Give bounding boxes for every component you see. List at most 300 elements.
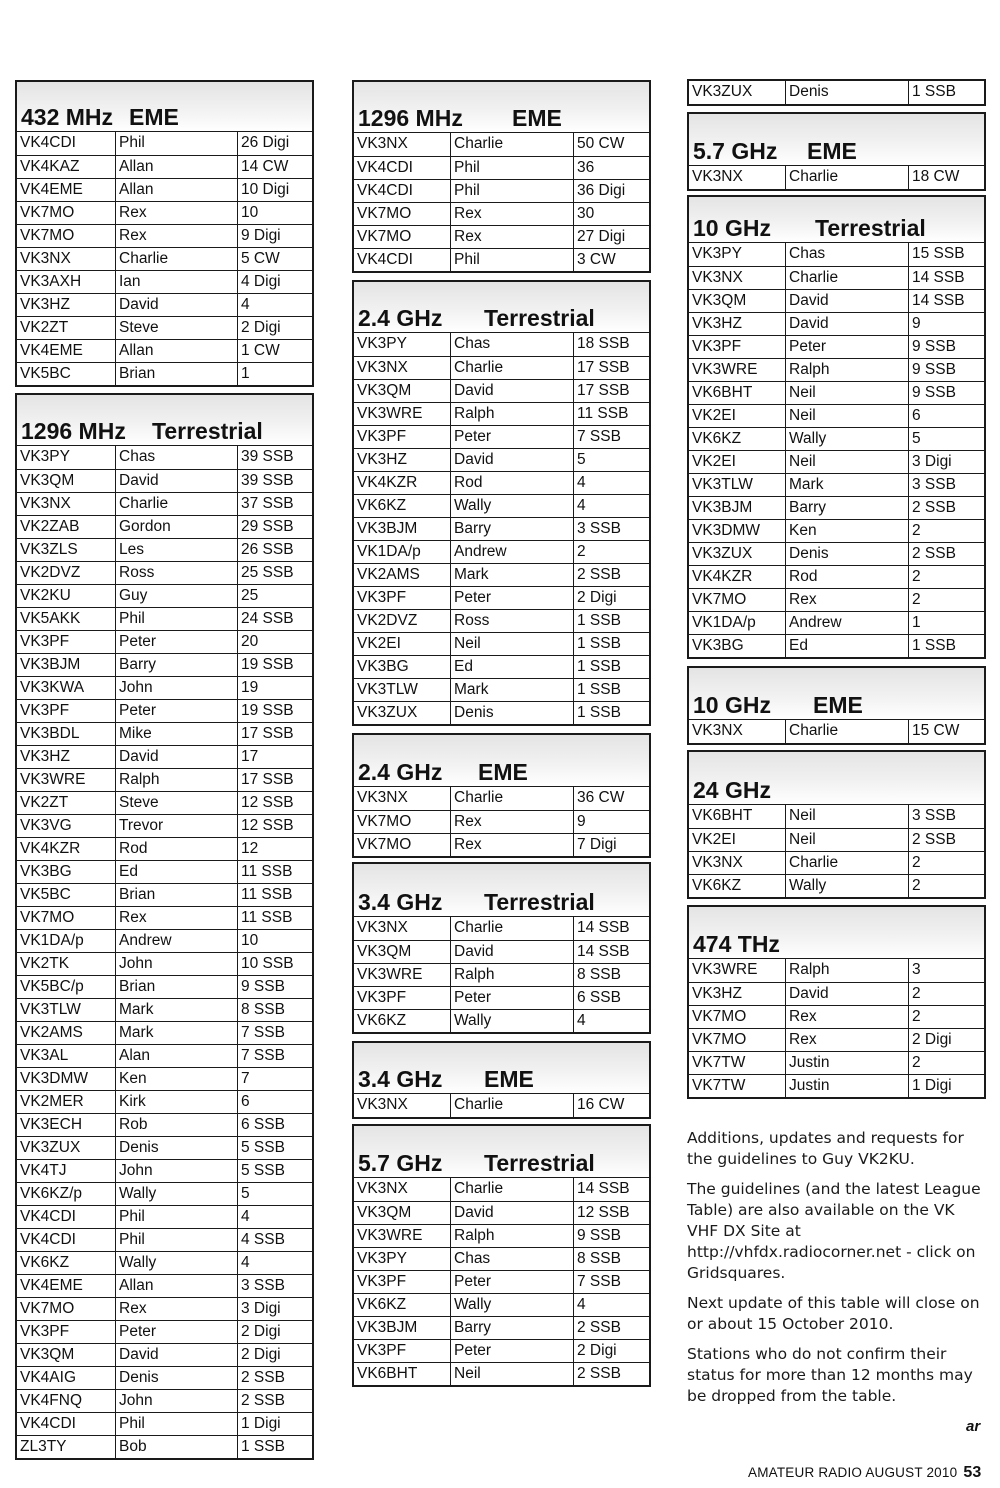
name-cell: Bob <box>115 1436 237 1458</box>
table-header <box>689 752 984 805</box>
score-cell: 9 SSB <box>908 336 980 358</box>
table-header <box>689 197 984 243</box>
notes-block <box>687 1128 987 1416</box>
score-cell: 2 Digi <box>573 587 645 609</box>
name-cell: Neil <box>785 805 908 828</box>
table-row <box>17 653 312 676</box>
table-body <box>354 1178 649 1385</box>
name-cell: Neil <box>785 829 908 851</box>
callsign-cell: VK7MO <box>357 836 412 853</box>
name-cell: Ken <box>785 520 908 542</box>
score-cell: 9 SSB <box>908 382 980 404</box>
name-cell: Steve <box>115 792 237 814</box>
table-row <box>354 156 649 179</box>
table-row <box>354 1094 649 1117</box>
table-row <box>689 243 984 266</box>
score-cell: 11 SSB <box>237 907 308 929</box>
table-row <box>17 1044 312 1067</box>
score-cell: 2 <box>908 520 980 542</box>
callsign-cell: VK3NX <box>692 269 743 286</box>
callsign-cell: VK3BG <box>692 637 744 654</box>
callsign-cell: VK3PF <box>357 428 407 445</box>
name-cell: Ian <box>115 271 237 293</box>
table-row <box>17 492 312 515</box>
score-cell: 1 SSB <box>908 81 980 104</box>
table-row <box>17 791 312 814</box>
score-cell: 11 SSB <box>237 861 308 883</box>
callsign-cell: VK2TK <box>20 955 70 972</box>
name-cell: Brian <box>115 884 237 906</box>
table-row <box>17 860 312 883</box>
mode-label: EME <box>813 692 863 718</box>
name-cell: Peter <box>115 1321 237 1343</box>
table-row <box>354 787 649 810</box>
callsign-cell: VK2MER <box>20 1093 84 1110</box>
note-additions: Additions, updates and requests for the guidelines to Guy VK2KU. <box>687 1129 964 1168</box>
table-row <box>17 1182 312 1205</box>
table-row <box>17 515 312 538</box>
table-3-4-ghz-eme <box>352 1041 651 1119</box>
score-cell: 2 SSB <box>908 829 980 851</box>
callsign-cell: VK7TW <box>692 1077 746 1094</box>
score-cell: 4 <box>573 495 645 517</box>
name-cell: Peter <box>115 631 237 653</box>
callsign-cell: VK3NX <box>357 1180 408 1197</box>
mode-label: EME <box>478 759 528 785</box>
name-cell: Rex <box>115 907 237 929</box>
callsign-cell: VK3HZ <box>20 748 70 765</box>
table-row <box>689 1074 984 1097</box>
callsign-cell: VK2KU <box>20 587 71 604</box>
table-row <box>354 425 649 448</box>
note-guidelines: The guidelines (and the latest League Table) are also available on the VK VHF DX Site at http://vhfdx.radiocorner.net - click on Gridsquares. <box>687 1180 981 1282</box>
table-header <box>354 864 649 917</box>
callsign-cell: VK7MO <box>20 909 75 926</box>
table-body <box>689 243 984 657</box>
table-row <box>17 722 312 745</box>
name-cell: Allan <box>115 156 237 178</box>
callsign-cell: VK6KZ <box>357 1012 407 1029</box>
score-cell: 4 Digi <box>237 271 308 293</box>
name-cell: Rob <box>115 1114 237 1136</box>
score-cell: 12 <box>237 838 308 860</box>
score-cell: 24 SSB <box>237 608 308 630</box>
score-cell: 14 CW <box>237 156 308 178</box>
table-row <box>17 561 312 584</box>
name-cell: Charlie <box>115 248 237 270</box>
callsign-cell: VK7MO <box>20 1300 75 1317</box>
callsign-cell: VK4TJ <box>20 1162 67 1179</box>
callsign-cell: VK3DMW <box>20 1070 89 1087</box>
table-body <box>354 133 649 271</box>
name-cell: Rex <box>450 834 573 856</box>
table-row <box>17 1113 312 1136</box>
score-cell: 2 SSB <box>573 1317 645 1339</box>
table-row <box>354 540 649 563</box>
callsign-cell: VK3PY <box>20 448 70 465</box>
name-cell: David <box>785 290 908 312</box>
callsign-cell: VK3TLW <box>692 476 753 493</box>
table-row <box>689 166 984 189</box>
score-cell: 1 Digi <box>237 1413 308 1435</box>
table-row <box>689 404 984 427</box>
name-cell: Andrew <box>115 930 237 952</box>
mode-label: Terrestrial <box>484 305 595 331</box>
table-body <box>689 805 984 897</box>
table-row <box>17 699 312 722</box>
callsign-cell: VK3PY <box>357 1250 407 1267</box>
score-cell: 7 SSB <box>237 1022 308 1044</box>
table-row <box>689 266 984 289</box>
mode-label: Terrestrial <box>484 889 595 915</box>
band-label: 3.4 GHz <box>358 1066 443 1092</box>
name-cell: Ralph <box>450 964 573 986</box>
callsign-cell: VK6KZ <box>692 877 742 894</box>
table-row <box>689 381 984 404</box>
name-cell: Neil <box>785 405 908 427</box>
callsign-cell: VK3ZUX <box>692 83 753 100</box>
callsign-cell: VK3QM <box>20 1346 75 1363</box>
callsign-cell: VK2ZT <box>20 319 69 336</box>
callsign-cell: VK3PF <box>20 702 70 719</box>
callsign-cell: VK1DA/p <box>357 543 421 560</box>
score-cell: 1 SSB <box>237 1436 308 1458</box>
callsign-cell: VK3PY <box>357 335 407 352</box>
callsign-cell: VK6KZ <box>357 497 407 514</box>
name-cell: Steve <box>115 317 237 339</box>
callsign-cell: VK3BG <box>357 658 409 675</box>
name-cell: Brian <box>115 363 237 385</box>
score-cell: 2 <box>908 852 980 874</box>
name-cell: Ed <box>785 635 908 657</box>
callsign-cell: VK4CDI <box>357 251 413 268</box>
table-header <box>354 735 649 787</box>
name-cell: Charlie <box>785 267 908 289</box>
table-row <box>17 929 312 952</box>
name-cell: Charlie <box>450 787 573 810</box>
score-cell: 14 SSB <box>908 290 980 312</box>
mode-label: Terrestrial <box>484 1150 595 1176</box>
score-cell: 2 Digi <box>237 1344 308 1366</box>
table-body <box>689 166 984 189</box>
name-cell: Ralph <box>785 959 908 982</box>
table-row <box>689 982 984 1005</box>
score-cell: 2 SSB <box>908 543 980 565</box>
mode-label: EME <box>512 105 562 131</box>
score-cell: 9 SSB <box>908 359 980 381</box>
score-cell: 2 <box>908 589 980 611</box>
table-10-ghz-eme <box>687 666 986 745</box>
callsign-cell: VK4CDI <box>20 1415 76 1432</box>
score-cell: 30 <box>573 203 645 225</box>
score-cell: 4 SSB <box>237 1229 308 1251</box>
table-row <box>17 1159 312 1182</box>
name-cell: Andrew <box>450 541 573 563</box>
name-cell: Peter <box>450 587 573 609</box>
table-body <box>17 132 312 385</box>
table-row <box>17 132 312 155</box>
score-cell: 17 SSB <box>573 380 645 402</box>
name-cell: Phil <box>115 132 237 155</box>
footer-page-number: 53 <box>963 1464 982 1481</box>
score-cell: 14 SSB <box>573 1178 645 1201</box>
name-cell: Rex <box>450 203 573 225</box>
callsign-cell: VK2DVZ <box>357 612 418 629</box>
callsign-cell: VK3WRE <box>692 361 758 378</box>
table-row <box>17 630 312 653</box>
score-cell: 1 <box>237 363 308 385</box>
table-row <box>354 1178 649 1201</box>
name-cell: Alan <box>115 1045 237 1067</box>
score-cell: 5 SSB <box>237 1160 308 1182</box>
callsign-cell: VK3ZUX <box>20 1139 81 1156</box>
name-cell: Rex <box>450 226 573 248</box>
table-row <box>354 133 649 156</box>
name-cell: Chas <box>450 333 573 356</box>
callsign-cell: VK4CDI <box>357 159 413 176</box>
name-cell: Charlie <box>450 357 573 379</box>
name-cell: Peter <box>115 700 237 722</box>
score-cell: 1 SSB <box>908 635 980 657</box>
table-row <box>17 1297 312 1320</box>
table-row <box>689 81 984 104</box>
callsign-cell: VK2AMS <box>20 1024 83 1041</box>
callsign-cell: VK3WRE <box>357 966 423 983</box>
table-row <box>17 745 312 768</box>
table-row <box>17 584 312 607</box>
callsign-cell: VK3ZUX <box>692 545 753 562</box>
score-cell: 3 SSB <box>237 1275 308 1297</box>
table-row <box>17 1412 312 1435</box>
score-cell: 36 <box>573 157 645 179</box>
table-row <box>17 1389 312 1412</box>
table-row <box>354 586 649 609</box>
name-cell: Denis <box>115 1367 237 1389</box>
score-cell: 2 SSB <box>573 564 645 586</box>
score-cell: 9 <box>908 313 980 335</box>
name-cell: Wally <box>450 1294 573 1316</box>
name-cell: Trevor <box>115 815 237 837</box>
score-cell: 39 SSB <box>237 470 308 492</box>
name-cell: David <box>785 313 908 335</box>
callsign-cell: VK5AKK <box>20 610 81 627</box>
callsign-cell: VK3NX <box>692 168 743 185</box>
table-body <box>689 720 984 743</box>
callsign-cell: VK3NX <box>357 1096 408 1113</box>
callsign-cell: VK3HZ <box>692 315 742 332</box>
table-row <box>689 874 984 897</box>
callsign-cell: VK5BC/p <box>20 978 84 995</box>
callsign-cell: VK4KZR <box>692 568 753 585</box>
name-cell: Wally <box>115 1183 237 1205</box>
score-cell: 2 <box>908 875 980 897</box>
callsign-cell: VK3BJM <box>357 520 418 537</box>
callsign-cell: VK3AL <box>20 1047 69 1064</box>
callsign-cell: VK4EME <box>20 1277 83 1294</box>
table-10-ghz-terrestrial <box>687 195 986 659</box>
table-row <box>17 538 312 561</box>
table-row <box>354 1201 649 1224</box>
score-cell: 3 Digi <box>908 451 980 473</box>
table-row <box>17 883 312 906</box>
name-cell: Brian <box>115 976 237 998</box>
name-cell: Phil <box>450 157 573 179</box>
table-row <box>689 519 984 542</box>
callsign-cell: VK4EME <box>20 342 83 359</box>
table-row <box>354 448 649 471</box>
table-row <box>354 494 649 517</box>
table-row <box>689 427 984 450</box>
table-row <box>17 975 312 998</box>
name-cell: Wally <box>115 1252 237 1274</box>
name-cell: Neil <box>785 382 908 404</box>
callsign-cell: VK3BDL <box>20 725 80 742</box>
score-cell: 10 <box>237 202 308 224</box>
footer-publication: AMATEUR RADIO AUGUST 2010 <box>748 1465 958 1480</box>
callsign-cell: VK3NX <box>357 919 408 936</box>
name-cell: Ross <box>450 610 573 632</box>
score-cell: 6 <box>908 405 980 427</box>
name-cell: Charlie <box>450 917 573 940</box>
table-row <box>17 339 312 362</box>
band-label: 3.4 GHz <box>358 889 443 915</box>
callsign-cell: VK3QM <box>357 943 412 960</box>
table-5-7-ghz-eme <box>687 112 986 191</box>
name-cell: Rex <box>450 811 573 833</box>
table-row <box>354 563 649 586</box>
score-cell: 12 SSB <box>237 792 308 814</box>
table-row <box>17 768 312 791</box>
table-row <box>689 851 984 874</box>
table-row <box>354 248 649 271</box>
callsign-cell: VK6KZ <box>357 1296 407 1313</box>
table-row <box>17 446 312 469</box>
callsign-cell: VK7MO <box>20 227 75 244</box>
name-cell: John <box>115 1160 237 1182</box>
score-cell: 9 Digi <box>237 225 308 247</box>
score-cell: 2 Digi <box>573 1340 645 1362</box>
score-cell: 3 SSB <box>908 474 980 496</box>
table-row <box>17 178 312 201</box>
score-cell: 26 Digi <box>237 132 308 155</box>
table-row <box>689 358 984 381</box>
score-cell: 4 <box>237 1206 308 1228</box>
name-cell: Charlie <box>115 493 237 515</box>
name-cell: Phil <box>115 1413 237 1435</box>
table-row <box>17 1136 312 1159</box>
table-5-7-ghz-terrestrial-continued <box>687 79 986 106</box>
score-cell: 2 Digi <box>908 1029 980 1051</box>
score-cell: 26 SSB <box>237 539 308 561</box>
score-cell: 2 <box>908 1052 980 1074</box>
callsign-cell: VK4EME <box>20 181 83 198</box>
score-cell: 3 SSB <box>573 518 645 540</box>
name-cell: Phil <box>450 180 573 202</box>
callsign-cell: VK3HZ <box>357 451 407 468</box>
name-cell: Barry <box>115 654 237 676</box>
table-row <box>17 814 312 837</box>
score-cell: 19 SSB <box>237 700 308 722</box>
score-cell: 1 CW <box>237 340 308 362</box>
callsign-cell: VK3TLW <box>20 1001 81 1018</box>
callsign-cell: VK6KZ <box>692 430 742 447</box>
score-cell: 4 <box>237 1252 308 1274</box>
score-cell: 2 <box>573 541 645 563</box>
name-cell: Phil <box>115 608 237 630</box>
table-row <box>354 986 649 1009</box>
name-cell: John <box>115 677 237 699</box>
table-row <box>17 998 312 1021</box>
score-cell: 3 CW <box>573 249 645 271</box>
name-cell: Ralph <box>115 769 237 791</box>
name-cell: Charlie <box>785 720 908 743</box>
name-cell: Wally <box>450 495 573 517</box>
table-row <box>354 1316 649 1339</box>
name-cell: Les <box>115 539 237 561</box>
table-body <box>17 446 312 1458</box>
score-cell: 37 SSB <box>237 493 308 515</box>
table-row <box>17 1435 312 1458</box>
table-row <box>354 1224 649 1247</box>
name-cell: Neil <box>785 451 908 473</box>
callsign-cell: VK3BG <box>20 863 72 880</box>
name-cell: Rod <box>450 472 573 494</box>
name-cell: Charlie <box>450 1178 573 1201</box>
score-cell: 15 CW <box>908 720 980 743</box>
score-cell: 3 Digi <box>237 1298 308 1320</box>
table-body <box>354 333 649 724</box>
table-row <box>17 270 312 293</box>
table-row <box>354 940 649 963</box>
callsign-cell: VK4AIG <box>20 1369 76 1386</box>
callsign-cell: VK4KAZ <box>20 158 80 175</box>
score-cell: 16 CW <box>573 1094 645 1117</box>
callsign-cell: VK3NX <box>357 789 408 806</box>
score-cell: 7 SSB <box>237 1045 308 1067</box>
band-label: 432 MHz <box>21 104 114 130</box>
table-header <box>17 395 312 446</box>
table-2-4-ghz-eme <box>352 733 651 858</box>
name-cell: Chas <box>450 1248 573 1270</box>
table-row <box>17 837 312 860</box>
callsign-cell: VK3KWA <box>20 679 85 696</box>
table-row <box>354 179 649 202</box>
callsign-cell: VK7MO <box>357 205 412 222</box>
callsign-cell: VK2ZAB <box>20 518 80 535</box>
name-cell: David <box>450 449 573 471</box>
table-row <box>689 542 984 565</box>
table-row <box>689 1005 984 1028</box>
table-header <box>689 668 984 720</box>
callsign-cell: VK4CDI <box>20 1208 76 1225</box>
name-cell: Phil <box>115 1229 237 1251</box>
callsign-cell: VK3WRE <box>357 1227 423 1244</box>
table-row <box>689 565 984 588</box>
table-row <box>354 678 649 701</box>
table-body <box>689 959 984 1097</box>
table-header <box>17 82 312 132</box>
callsign-cell: VK3NX <box>357 359 408 376</box>
name-cell: Rex <box>785 1029 908 1051</box>
table-row <box>689 828 984 851</box>
name-cell: Ed <box>450 656 573 678</box>
callsign-cell: VK3QM <box>692 292 747 309</box>
name-cell: Allan <box>115 1275 237 1297</box>
callsign-cell: VK2DVZ <box>20 564 81 581</box>
score-cell: 2 SSB <box>908 497 980 519</box>
name-cell: David <box>115 746 237 768</box>
score-cell: 6 <box>237 1091 308 1113</box>
